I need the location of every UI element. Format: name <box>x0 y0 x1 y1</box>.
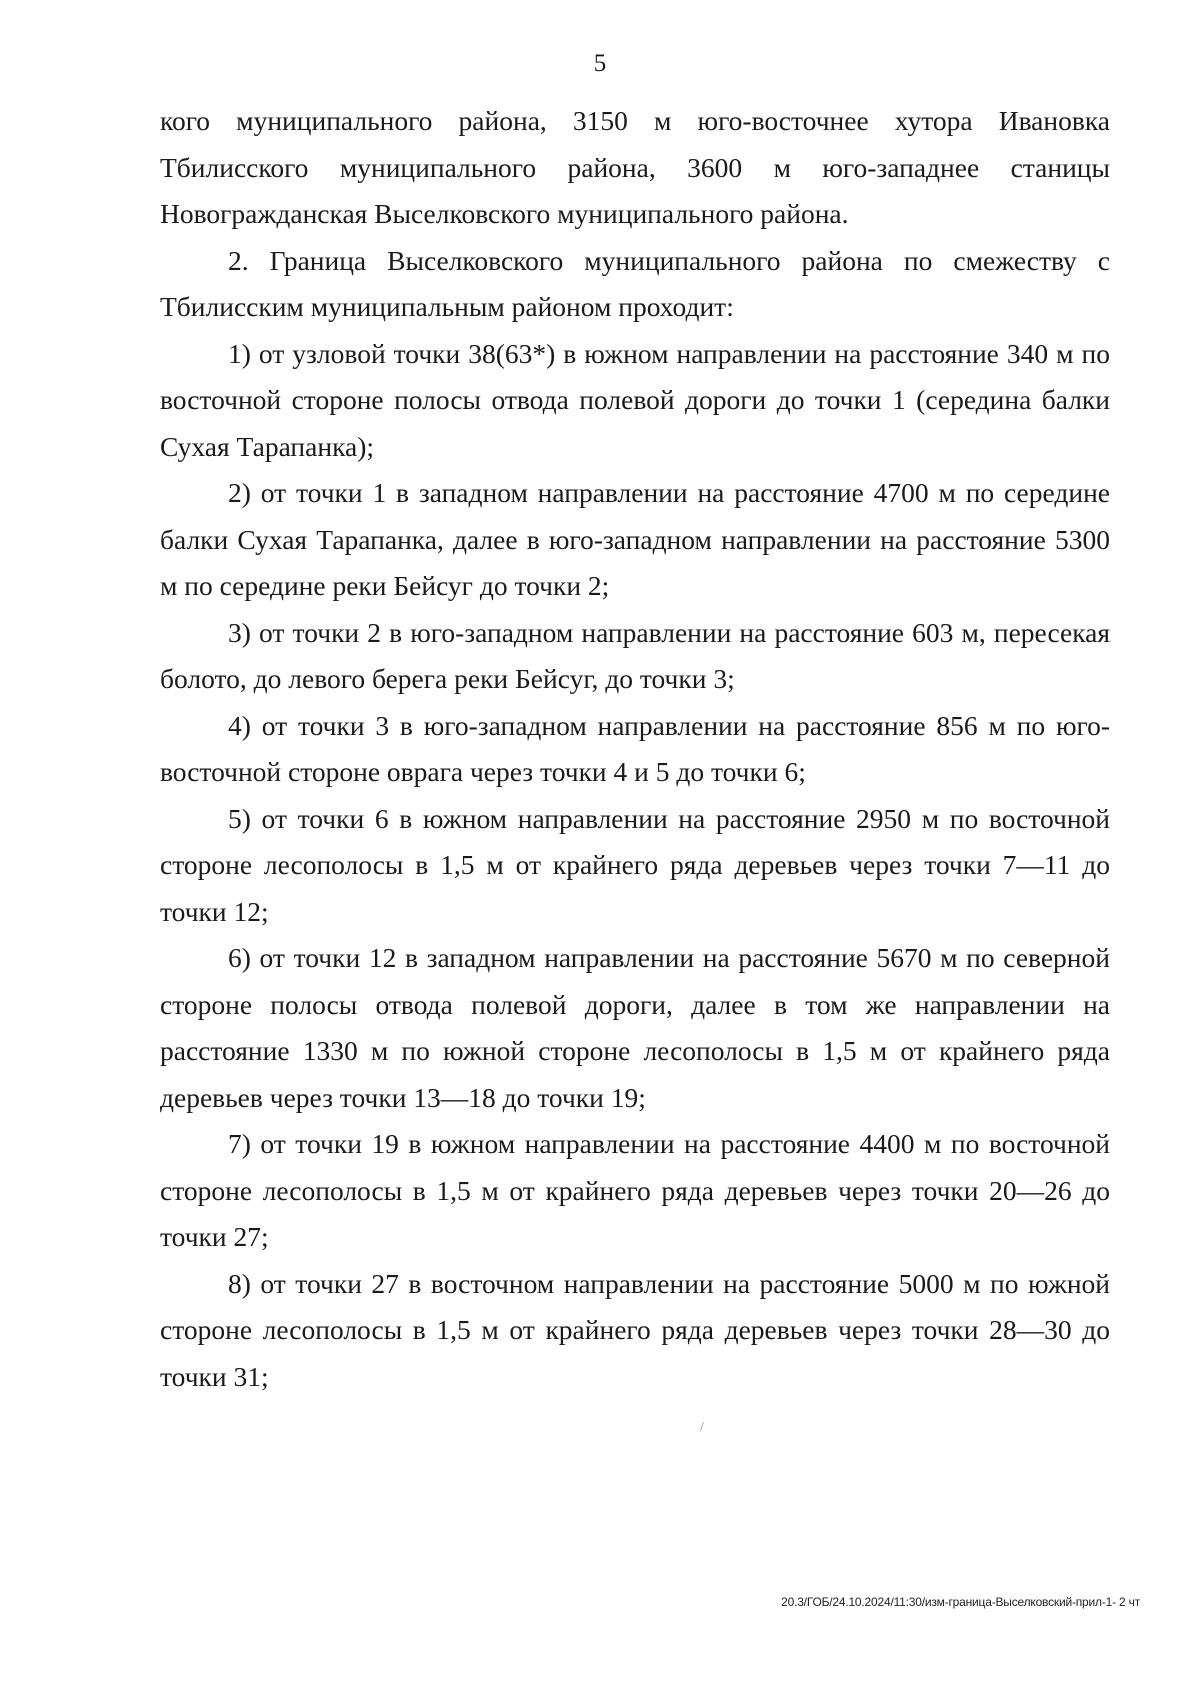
paragraph-item-5: 5) от точки 6 в южном направлении на расстояние 2950 м по восточной стороне лесополосы в 1,5 м от крайнего ряда деревьев через точки 7—11 до точки 12; <box>160 802 1110 927</box>
paragraph-item-8: 8) от точки 27 в восточном направлении на расстояние 5000 м по южной стороне лесополосы в 1,5 м от крайнего ряда деревьев через точки 28—30 до точки 31; <box>160 1267 1110 1392</box>
paragraph-continuation: кого муниципального района, 3150 м юго-восточнее хутора Ивановка Тбилисского муниципального района, 3600 м юго-западнее станицы Новогражданская Выселковского муниципального района. <box>160 105 1110 229</box>
document-footer: 20.3/ГОБ/24.10.2024/11:30/изм-граница-Выселковский-прил-1- 2 чт <box>781 1595 1140 1609</box>
paragraph-item-1: 1) от узловой точки 38(63*) в южном направлении на расстояние 340 м по восточной стороне полосы отвода полевой дороги до точки 1 (середина балки Сухая Тарапанка); <box>160 337 1110 462</box>
page-number: 5 <box>593 50 607 77</box>
paragraph-item-7: 7) от точки 19 в южном направлении на расстояние 4400 м по восточной стороне лесополосы в 1,5 м от крайнего ряда деревьев через точки 20—26 до точки 27; <box>160 1128 1110 1252</box>
paragraph-item-4: 4) от точки 3 в юго-западном направлении на расстояние 856 м по юго-восточной стороне оврага через точки 4 и 5 до точки 6; <box>160 709 1110 787</box>
paragraph-item-2: 2) от точки 1 в западном направлении на расстояние 4700 м по середине балки Сухая Тарапанка, далее в юго-западном направлении на расстояние 5300 м по середине реки Бейсуг до точки 2; <box>160 477 1110 601</box>
paragraph-item-3: 3) от точки 2 в юго-западном направлении на расстояние 603 м, пересекая болото, до левого берега реки Бейсуг, до точки 3; <box>160 616 1110 694</box>
scan-speck: / <box>700 1420 704 1435</box>
paragraph-section-2: 2. Граница Выселковского муниципального района по смежеству с Тбилисским муниципальным районом проходит: <box>160 244 1110 322</box>
document-body <box>160 98 1110 1400</box>
paragraph-item-6: 6) от точки 12 в западном направлении на расстояние 5670 м по северной стороне полосы отвода полевой дороги, далее в том же направлении на расстояние 1330 м по южной стороне лесополосы в 1,5 м от крайнего ряда деревьев через точки 13—18 до точки 19; <box>160 942 1110 1113</box>
